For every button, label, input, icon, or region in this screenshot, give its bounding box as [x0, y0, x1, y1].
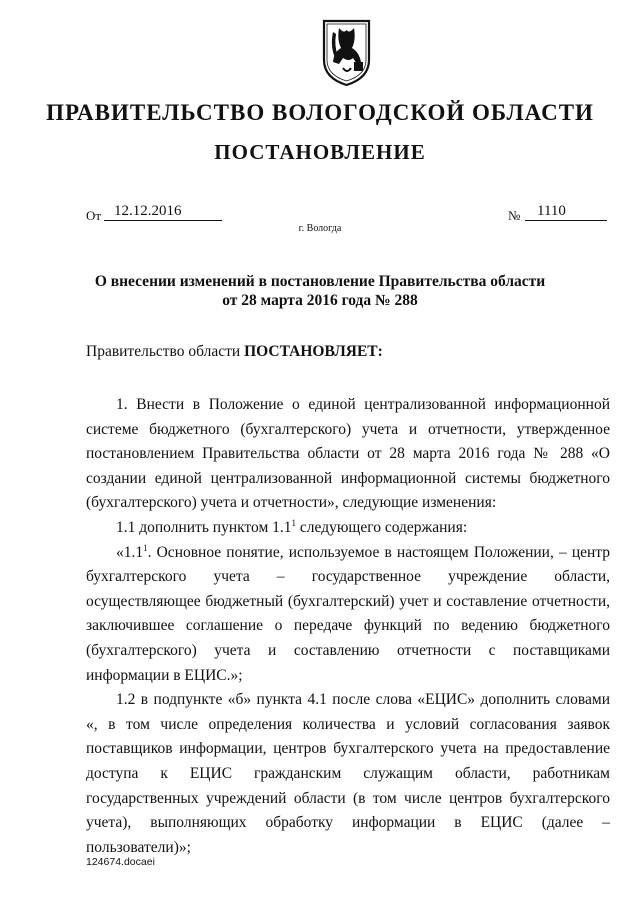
preamble	[86, 343, 383, 361]
subject-line-2: от 28 марта 2016 года № 288	[222, 292, 418, 309]
document-subject	[60, 272, 580, 310]
preamble-prefix: Правительство области	[86, 343, 245, 360]
coat-of-arms-emblem	[319, 18, 374, 88]
date-label: От	[86, 208, 102, 223]
paragraph-quote-1-1-1	[86, 541, 610, 689]
document-body	[86, 393, 610, 860]
file-reference: 124674.docaei	[86, 856, 155, 868]
paragraph-1-1-text-end: следующего содержания:	[296, 518, 468, 536]
paragraph-1-1	[86, 516, 610, 541]
document-type-title: ПОСТАНОВЛЕНИЕ	[214, 140, 426, 164]
government-title: ПРАВИТЕЛЬСТВО ВОЛОГОДСКОЙ ОБЛАСТИ	[46, 100, 594, 125]
city-label: г. Вологда	[298, 223, 342, 234]
quote-text-end: . Основное понятие, используемое в настоящем Положении, – центр бухгалтерского учета – государственное учреждение области, осуществляющее бюджетный (бухгалтерский) учет и составление отчетности, заключившее соглашение о передаче функций по ведению бюджетного (бухгалтерского) учета и составлению отчетности с поставщиками информации в ЕЦИС.»;	[86, 543, 610, 684]
document-number: 1110	[525, 203, 607, 221]
paragraph-1-1-text: 1.1 дополнить пунктом 1.1	[116, 518, 292, 536]
paragraph-1: 1. Внести в Положение о единой централизованной информационной системе бюджетного (бухгалтерского) учета и отчетности, утвержденное постановлением Правительства области от 28 марта 2016 года № 288 «О создании единой централизованной информационной системы бюджетного (бухгалтерского) учета и отчетности», следующие изменения:	[86, 396, 610, 512]
subject-line-1: О внесении изменений в постановление Правительства области	[94, 273, 546, 290]
document-date: 12.12.2016	[104, 203, 222, 221]
paragraph-1-1-superscript: 1	[291, 517, 297, 528]
paragraph-1-2: 1.2 в подпункте «б» пункта 4.1 после слова «ЕЦИС» дополнить словами «, в том числе определения количества и условий согласования заявок поставщиков информации, центров бухгалтерского учета на предоставление доступа к ЕЦИС гражданским служащим области, работникам государственных учреждений области (в том числе центров бухгалтерского учета), выполняющих обработку информации в ЕЦИС (далее – пользователи)»;	[86, 691, 610, 856]
preamble-resolution-word: ПОСТАНОВЛЯЕТ:	[244, 343, 383, 360]
quote-superscript: 1	[143, 542, 148, 553]
quote-text-start: «1.1	[116, 543, 144, 561]
number-label: №	[508, 208, 521, 223]
